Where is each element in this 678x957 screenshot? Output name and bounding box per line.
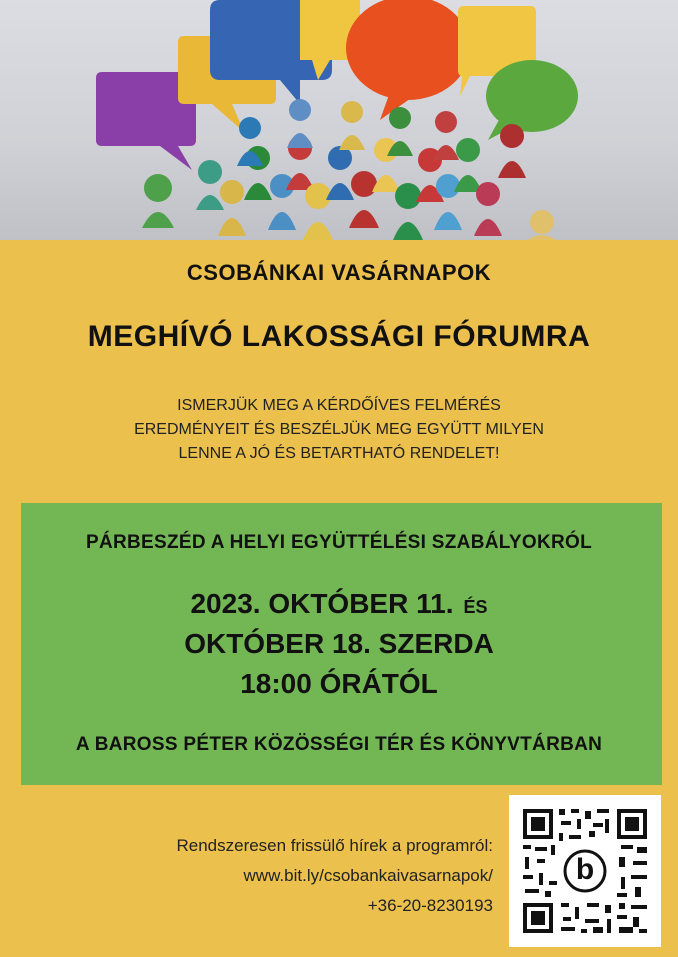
invitation-title: MEGHÍVÓ LAKOSSÁGI FÓRUMRA xyxy=(87,320,591,353)
intro-line-1: ISMERJÜK MEG A KÉRDŐÍVES FELMÉRÉS xyxy=(177,397,501,414)
date-conjunction: ÉS xyxy=(463,597,488,617)
event-venue: A BAROSS PÉTER KÖZÖSSÉGI TÉR ÉS KÖNYVTÁRBAN xyxy=(75,734,603,755)
discussion-illustration xyxy=(0,0,678,240)
event-time: 18:00 ÓRÁTÓL xyxy=(240,668,438,699)
intro-text xyxy=(60,394,618,466)
date-line-1: 2023. OKTÓBER 11. xyxy=(190,588,454,619)
news-label: Rendszeresen frissülő hírek a programról: xyxy=(176,836,493,855)
website-link[interactable]: www.bit.ly/csobankaivasarnapok/ xyxy=(243,866,493,885)
phone-number: +36-20-8230193 xyxy=(367,896,493,915)
event-date-second: OKTÓBER 18. SZERDA xyxy=(184,628,494,659)
qr-logo-letter: b xyxy=(575,853,595,886)
qr-code-icon[interactable] xyxy=(509,795,661,947)
intro-line-2: EREDMÉNYEIT ÉS BESZÉLJÜK MEG EGYÜTT MILYEN xyxy=(134,421,544,438)
speech-bubble-orange xyxy=(346,0,470,100)
event-series-title: CSOBÁNKAI VASÁRNAPOK xyxy=(186,260,492,285)
event-topic: PÁRBESZÉD A HELYI EGYÜTTÉLÉSI SZABÁLYOKRÓL xyxy=(86,532,592,553)
game-pawns xyxy=(142,99,556,240)
hero-image xyxy=(0,0,678,240)
intro-line-3: LENNE A JÓ ÉS BETARTHATÓ RENDELET! xyxy=(178,445,500,462)
event-date-first xyxy=(0,588,678,620)
